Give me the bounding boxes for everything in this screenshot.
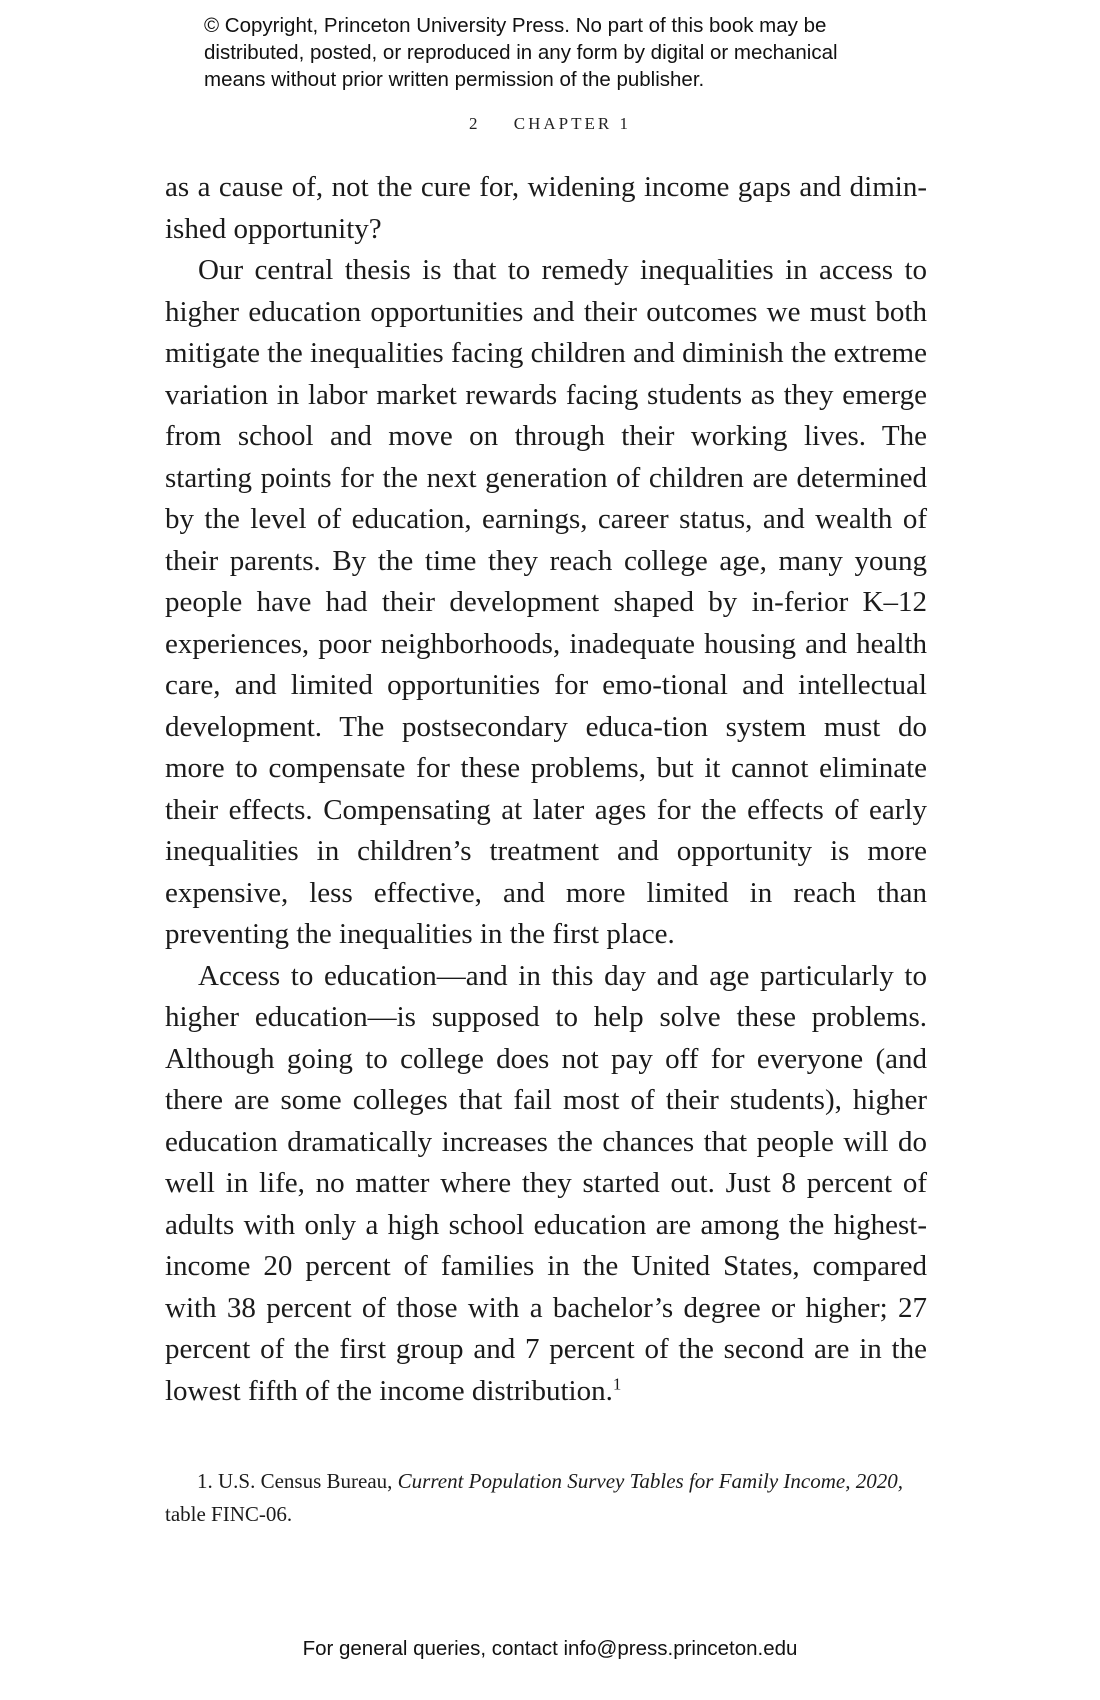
paragraph: Our central thesis is that to remedy inequalities in access to higher education opportunities and their outcomes we must both mitigate the inequalities facing children and diminish the extreme variation in labor market rewards facing students as they emerge from school and move on through their working lives. The starting points for the next generation of children are determined by the level of education, earnings, career status, and wealth of their parents. By the time they reach college age, many young people have had their development shaped by in-ferior K–12 experiences, poor neighborhoods, inadequate housing and health care, and limited opportunities for emo-tional and intellectual development. The postsecondary educa-tion system must do more to compensate for these problems, but it cannot eliminate their effects. Compensating at later ages for the effects of early inequalities in children’s treatment and opportunity is more expensive, less effective, and more limited in reach than preventing the inequalities in the first place. — [165, 254, 927, 950]
running-head — [0, 114, 1100, 134]
copyright-line: © Copyright, Princeton University Press. No part of this book may be — [204, 14, 827, 37]
paragraph-text: Access to education—and in this day and age particularly to higher education—is supposed to help solve these problems. Although going to college does not pay off for everyone (and there are some colleges that fail most of their students), higher education dramatically increases the chances that people will do well in life, no matter where they started out. Just 8 percent of adults with only a high school education are among the highest-income 20 percent of families in the United States, compared with 38 percent of those with a bachelor’s degree or higher; 27 percent of the first group and 7 percent of the second are in the lowest fifth of the income distribution. — [165, 959, 927, 1407]
chapter-title: CHAPTER 1 — [513, 114, 631, 133]
footnote-source-title: Current Population Survey Tables for Family Income, 2020, — [397, 1469, 903, 1493]
footnote-table: table FINC-06. — [165, 1502, 293, 1526]
copyright-line: distributed, posted, or reproduced in any form by digital or mechanical — [204, 41, 838, 64]
copyright-line: means without prior written permission of the publisher. — [204, 68, 705, 91]
body-text — [165, 167, 927, 1412]
footnote-reference[interactable]: 1 — [612, 1373, 622, 1393]
footnote-number: 1. — [197, 1469, 213, 1493]
copyright-notice — [204, 12, 924, 93]
footnote — [165, 1465, 927, 1531]
page-number: 2 — [469, 114, 481, 133]
paragraph — [165, 956, 927, 1413]
contact-footer: For general queries, contact info@press.princeton.edu — [302, 1637, 798, 1660]
paragraph: as a cause of, not the cure for, widening income gaps and dimin-ished opportunity? — [165, 171, 927, 245]
footnote-author: U.S. Census Bureau, — [218, 1469, 393, 1493]
